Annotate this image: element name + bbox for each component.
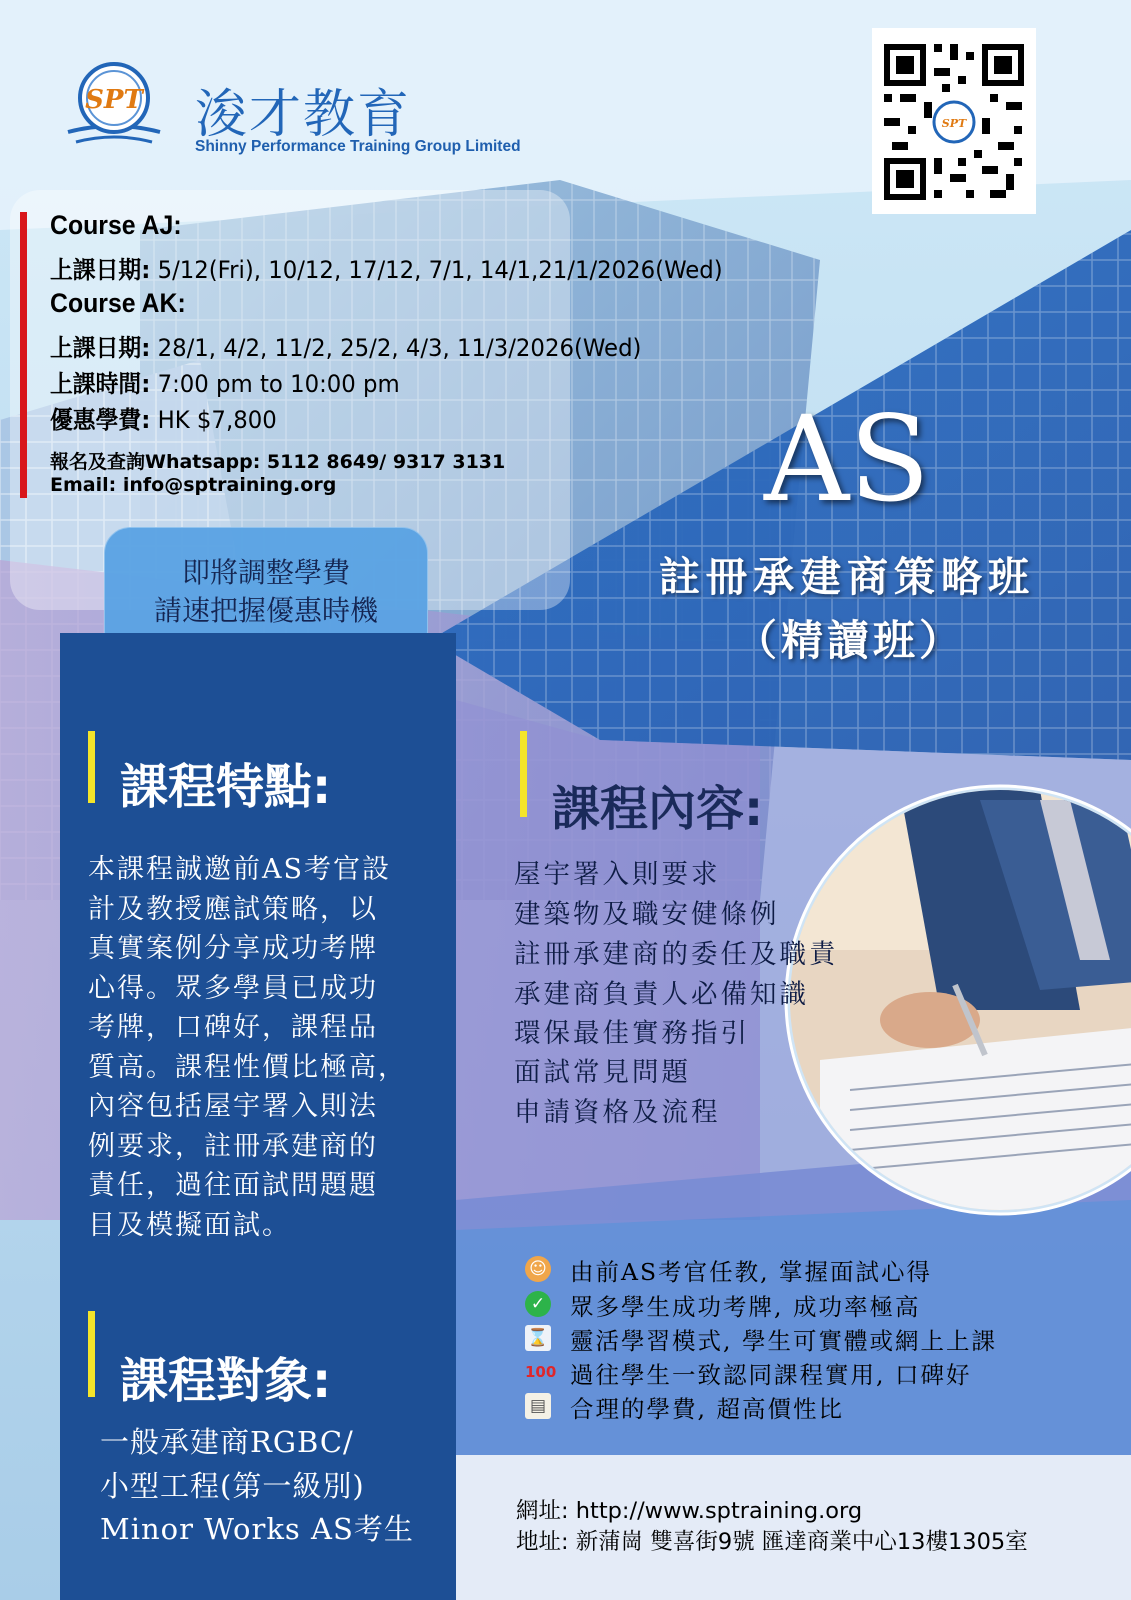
course-ak-dates	[50, 328, 641, 363]
target-line: 小型工程(第一級別)	[100, 1469, 365, 1503]
address-text: 地址: 新蒲崗 雙喜街9號 匯達商業中心13樓1305室	[516, 1529, 1028, 1555]
promo-line-2: 請速把握優惠時機	[153, 594, 378, 627]
course-ak-heading: Course AK:	[50, 288, 186, 318]
features-body	[88, 850, 438, 1245]
content-item: 面試常見問題	[514, 1057, 691, 1088]
check-icon: ✓	[525, 1291, 551, 1317]
course-aj-dates	[50, 250, 723, 285]
features-line: 目及模擬面試。	[88, 1209, 291, 1241]
content-item: 屋宇署入則要求	[514, 859, 721, 890]
time-label: 上課時間:	[50, 370, 151, 398]
class-time	[50, 364, 400, 399]
brand-name-cn: 浚才教育	[195, 85, 412, 145]
qr-logo-text: SPT	[941, 117, 967, 130]
features-line: 考牌，口碑好，課程品	[88, 1012, 378, 1043]
content-heading: 課程內容:	[552, 781, 764, 837]
target-heading: 課程對象:	[120, 1353, 332, 1409]
content-accent-bar	[520, 731, 527, 817]
email-contact[interactable]: Email: info@sptraining.org	[50, 474, 337, 496]
course-title: AS	[763, 390, 931, 528]
whatsapp-contact[interactable]: 報名及查詢Whatsapp: 5112 8649/ 9317 3131	[50, 451, 506, 473]
highlight-text: 靈活學習模式, 學生可實體或網上上課	[570, 1327, 997, 1355]
hundred-icon: 100	[525, 1363, 557, 1381]
highlight-text: 眾多學生成功考牌, 成功率極高	[570, 1293, 921, 1321]
website-link[interactable]: 網址: http://www.sptraining.org	[516, 1498, 863, 1524]
logo-text: SPT	[85, 85, 143, 115]
features-line: 計及教授應試策略，以	[88, 893, 378, 925]
highlight-text: 由前AS考官任教, 掌握面試心得	[570, 1258, 933, 1286]
fee-value: HK $7,800	[157, 406, 277, 434]
features-line: 責任，過往面試問題題	[88, 1170, 378, 1201]
highlight-text: 合理的學費, 超高價性比	[570, 1395, 844, 1423]
features-line: 本課程誠邀前AS考官設	[88, 854, 391, 885]
aj-date-values: 5/12(Fri), 10/12, 17/12, 7/1, 14/1,21/1/2026(Wed)	[157, 256, 723, 284]
brand-name-en: Shinny Performance Training Group Limited	[195, 138, 521, 155]
spt-logo	[64, 62, 164, 152]
target-line: 一般承建商RGBC/	[100, 1425, 354, 1459]
ak-date-label: 上課日期:	[50, 334, 151, 362]
features-line: 例要求，註冊承建商的	[88, 1130, 378, 1162]
course-subtitle-2: （精讀班）	[734, 616, 965, 665]
content-item: 建築物及職安健條例	[514, 899, 780, 930]
content-item: 註冊承建商的委任及職責	[514, 939, 839, 970]
highlight-text: 過往學生一致認同課程實用, 口碑好	[570, 1361, 972, 1389]
course-aj-heading: Course AJ:	[50, 210, 182, 240]
course-fee	[50, 400, 277, 435]
qr-code[interactable]	[872, 28, 1036, 214]
content-item: 承建商負責人必備知識	[514, 979, 809, 1010]
hourglass-icon: ⌛	[525, 1325, 551, 1351]
features-line: 心得。眾多學員已成功	[88, 972, 378, 1004]
aj-date-label: 上課日期:	[50, 256, 151, 284]
ak-date-values: 28/1, 4/2, 11/2, 25/2, 4/3, 11/3/2026(Wed)	[157, 334, 642, 362]
target-line: Minor Works AS考生	[100, 1512, 414, 1546]
features-heading: 課程特點:	[120, 759, 332, 815]
content-item: 申請資格及流程	[514, 1097, 721, 1128]
promo-line-1: 即將調整學費	[181, 556, 350, 589]
info-accent-bar	[20, 212, 27, 498]
content-item: 環保最佳實務指引	[514, 1018, 750, 1049]
features-line: 真實案例分享成功考牌	[88, 933, 378, 964]
features-accent-bar	[88, 731, 95, 803]
course-subtitle: 註冊承建商策略班	[659, 553, 1035, 601]
worker-icon: ☺	[525, 1256, 551, 1282]
features-line: 內容包括屋宇署入則法	[88, 1091, 378, 1122]
book-icon: ▤	[525, 1393, 551, 1419]
target-accent-bar	[88, 1311, 95, 1397]
features-line: 質高。課程性價比極高，	[88, 1051, 407, 1083]
fee-label: 優惠學費:	[50, 406, 151, 434]
time-value: 7:00 pm to 10:00 pm	[157, 370, 400, 398]
